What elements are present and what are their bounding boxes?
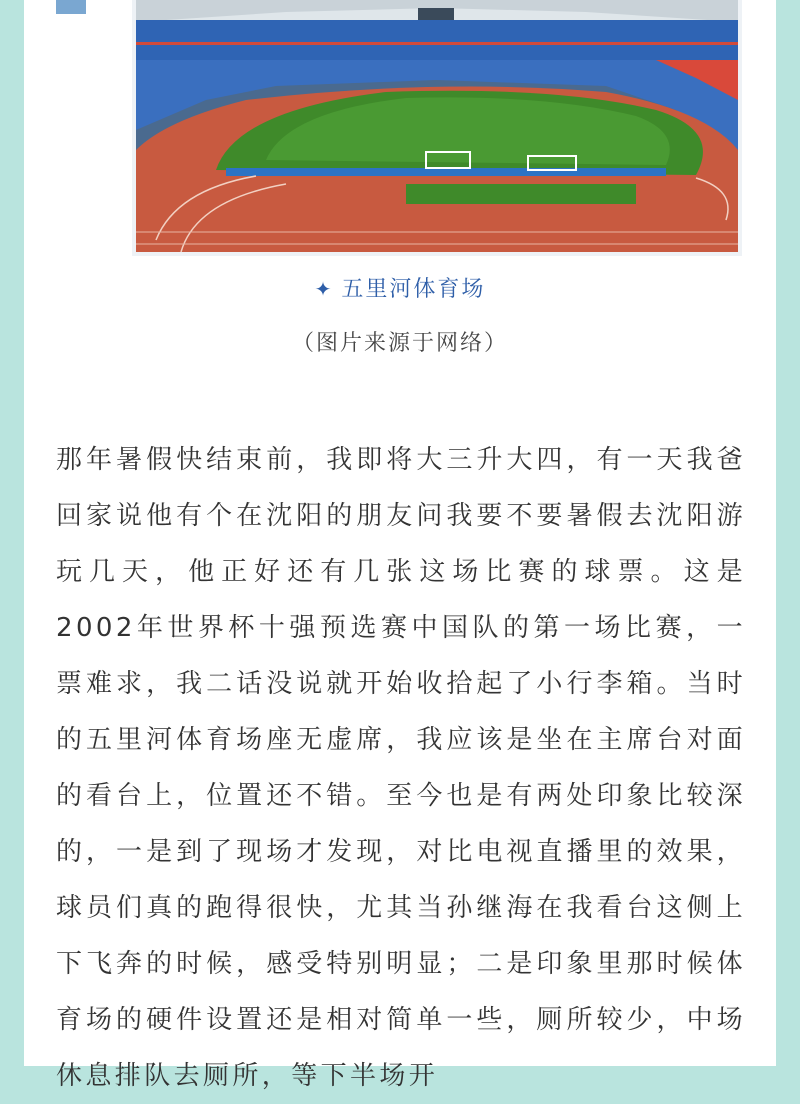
article-body [56,432,746,1104]
article-paragraph: 那年暑假快结束前，我即将大三升大四，有一天我爸回家说他有个在沈阳的朋友问我要不要暑假去沈阳游玩几天，他正好还有几张这场比赛的球票。这是2002年世界杯十强预选赛中国队的第一场比赛，一票难求，我二话没说就开始收拾起了小行李箱。当时的五里河体育场座无虚席，我应该是坐在主席台对面的看台上，位置还不错。至今也是有两处印象比较深的，一是到了现场才发现，对比电视直播里的效果，球员们真的跑得很快，尤其当孙继海在我看台这侧上下飞奔的时候，感受特别明显；二是印象里那时候体育场的硬件设置还是相对简单一些，厕所较少，中场休息排队去厕所，等下半场开 [56,445,746,1091]
article-card [24,0,776,1091]
image-source-note: （图片来源于网络） [291,331,508,356]
sparkle-icon: ✦ [314,277,334,301]
caption-text: 五里河体育场 [341,277,486,302]
stadium-illustration [136,0,738,252]
stadium-photo[interactable] [136,0,738,252]
image-caption [24,272,776,303]
decorative-corner-block [56,0,86,14]
